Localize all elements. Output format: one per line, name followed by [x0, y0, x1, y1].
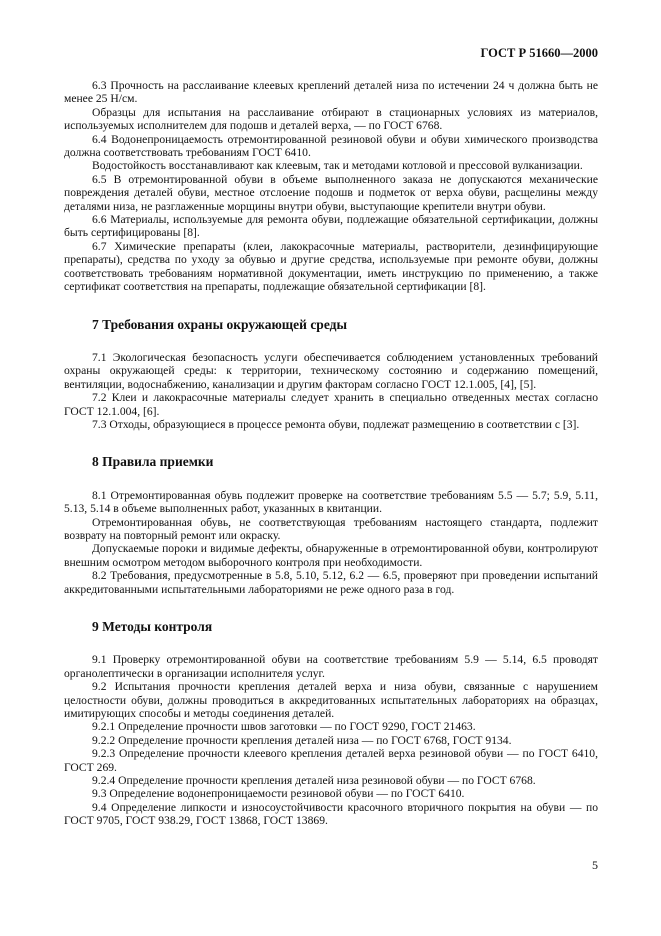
paragraph: 9.2.3 Определение прочности клеевого крепления деталей верха резиновой обуви — по ГОСТ 6410, ГОСТ 269.: [64, 747, 598, 774]
paragraph: 9.2.2 Определение прочности крепления деталей низа — по ГОСТ 6768, ГОСТ 9134.: [92, 733, 512, 747]
paragraph: 9.4 Определение липкости и износоустойчивости красочного вторичного покрытия на обуви — по ГОСТ 9705, ГОСТ 938.29, ГОСТ 13868, ГОСТ 13869.: [64, 800, 598, 828]
paragraph: 6.7 Химические препараты (клеи, лакокрасочные материалы, растворители, дезинфицирующие препараты), средства по уходу за обувью и другие средства, используемые при ремонте обуви, должны соответствовать требованиям нормативной документации, иметь инструкцию по применению, а также сертификат соответствия на препараты, подлежащие обязательной сертификации [8].: [64, 239, 598, 294]
paragraph: Допускаемые пороки и видимые дефекты, обнаруженные в отремонтированной обуви, контролируют внешним осмотром методом выборочного контроля при необходимости.: [64, 542, 598, 569]
page-number: 5: [592, 858, 598, 872]
paragraph: 9.2.1 Определение прочности швов заготовки — по ГОСТ 9290, ГОСТ 21463.: [92, 720, 476, 734]
section-heading-9: 9 Методы контроля: [92, 619, 213, 634]
paragraph: 9.3 Определение водонепроницаемости резиновой обуви — по ГОСТ 6410.: [92, 787, 465, 801]
paragraph: 7.2 Клеи и лакокрасочные материалы следует хранить в специально отведенных местах согласно ГОСТ 12.1.004, [6].: [64, 391, 598, 418]
paragraph: Водостойкость восстанавливают как клеевым, так и методами котловой и прессовой вулканизации.: [92, 159, 583, 173]
paragraph: 9.2 Испытания прочности крепления деталей верха и низа обуви, связанные с нарушением целостности обуви, должны проводиться в аккредитованных испытательных лабораториях на образцах, имитирующих способы и методы соединения деталей.: [64, 680, 598, 721]
paragraph: 6.4 Водонепроницаемость отремонтированной резиновой обуви и обуви химического производства должна соответствовать требованиям ГОСТ 6410.: [64, 132, 598, 160]
paragraph: 6.3 Прочность на расслаивание клеевых креплений деталей низа по истечении 24 ч должна быть не менее 25 Н/см.: [64, 79, 598, 106]
paragraph: 8.1 Отремонтированная обувь подлежит проверке на соответствие требованиям 5.5 — 5.7; 5.9, 5.11, 5.13, 5.14 в объеме выполненных работ, указанных в квитанции.: [64, 488, 598, 516]
paragraph: Образцы для испытания на расслаивание отбирают в стационарных условиях из материалов, используемых исполнителем для подошв и деталей верха, — по ГОСТ 6768.: [64, 105, 598, 133]
paragraph: 8.2 Требования, предусмотренные в 5.8, 5.10, 5.12, 6.2 — 6.5, проверяют при проведении испытаний аккредитованными испытательными лабораториями не реже одного раза в год.: [64, 569, 598, 596]
paragraph: Отремонтированная обувь, не соответствующая требованиям настоящего стандарта, подлежит возврату на повторный ремонт или окраску.: [64, 515, 598, 542]
document-code-header: ГОСТ Р 51660—2000: [480, 46, 598, 60]
page-content: [64, 79, 598, 828]
section-heading-8: 8 Правила приемки: [92, 454, 214, 470]
paragraph: 6.6 Материалы, используемые для ремонта обуви, подлежащие обязательной сертификации, должны быть сертифицированы [8].: [64, 213, 598, 240]
section-heading-7: 7 Требования охраны окружающей среды: [92, 316, 348, 332]
paragraph: 7.1 Экологическая безопасность услуги обеспечивается соблюдением установленных требований охраны окружающей среды: к территории, техническому состоянию и содержанию помещений, вентиляции, водоснабжению, канализации и другим факторам согласно ГОСТ 12.1.005, [4], [5].: [64, 350, 598, 391]
paragraph: 7.3 Отходы, образующиеся в процессе ремонта обуви, подлежат размещению в соответствии с [3].: [92, 417, 580, 431]
paragraph: 9.1 Проверку отремонтированной обуви на соответствие требованиям 5.9 — 5.14, 6.5 проводят органолептически в организации исполнителя услуг.: [64, 653, 598, 680]
paragraph: 6.5 В отремонтированной обуви в объеме выполненного заказа не допускаются механические повреждения деталей обуви, местное отслоение подошв и подметок от верха обуви, расщелины между деталями низа, не разглаженные морщины внутри обуви, выступающие крепители внутри обуви.: [64, 172, 598, 213]
paragraph: 9.2.4 Определение прочности крепления деталей низа резиновой обуви — по ГОСТ 6768.: [92, 774, 536, 788]
